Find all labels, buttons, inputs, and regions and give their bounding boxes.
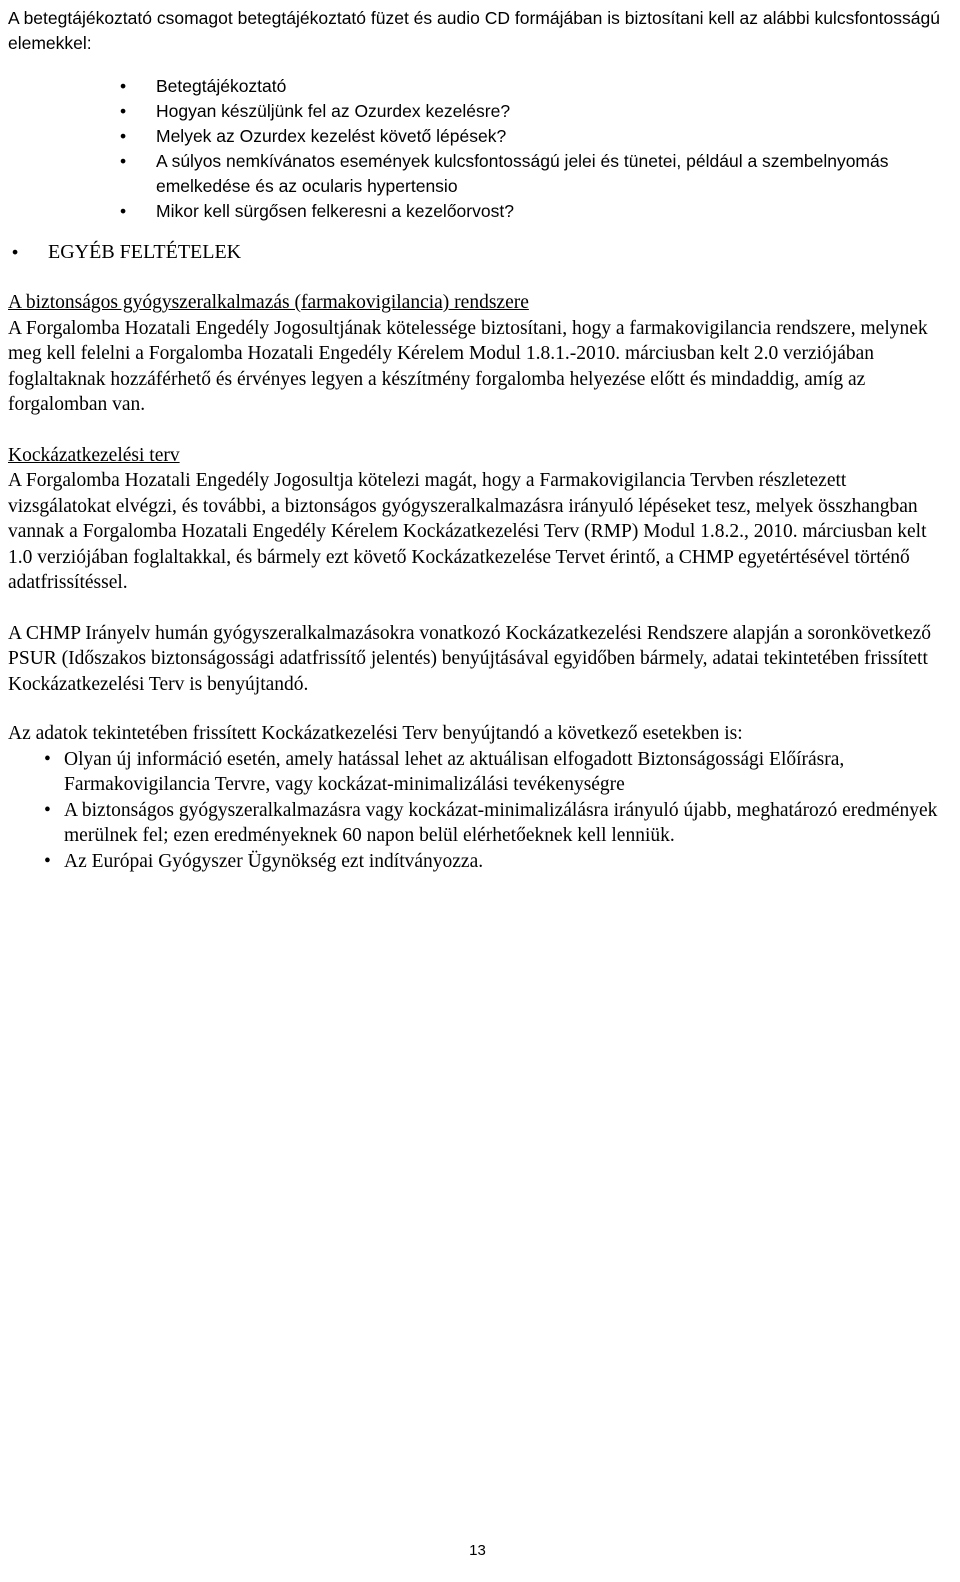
chmp-paragraph: A CHMP Irányelv humán gyógyszeralkalmazásokra vonatkozó Kockázatkezelési Rendszere alapján a soronkövetkező PSUR (Időszakos biztonságossági adatfrissítő jelentés) benyújtásával egyidőben bármely, adatai tekintetében frissített Kockázatkezelési Terv is benyújtandó. [8, 622, 932, 695]
list-item [8, 149, 952, 199]
updated-plan-lead: Az adatok tekintetében frissített Kockázatkezelési Terv benyújtandó a következő esetekben is: [8, 723, 743, 744]
key-elements-list [8, 74, 952, 224]
list-item-text: Olyan új információ esetén, amely hatással lehet az aktuálisan elfogadott Biztonságossági Előírásra, Farmakovigilancia Tervre, vagy kockázat-minimalizálási tevékenységre [64, 748, 845, 795]
list-item-text: Az Európai Gyógyszer Ügynökség ezt indítványozza. [64, 850, 484, 872]
list-item-text: A biztonságos gyógyszeralkalmazásra vagy kockázat-minimalizálásra irányuló újabb, meghatározó eredmények merülnek fel; ezen eredményeknek 60 napon belül elérhetőeknek kell lenniük. [64, 799, 938, 846]
section-heading [8, 239, 952, 265]
risk-management-section [8, 443, 952, 596]
risk-management-body: A Forgalomba Hozatali Engedély Jogosultja kötelezi magát, hogy a Farmakovigilancia Tervben részletezett vizsgálatokat elvégzi, és további, a biztonságos gyógyszeralkalmazásra irányuló lépéseket tesz, melyek összhangban vannak a Forgalomba Hozatali Engedély Kérelem Kockázatkezelési Terv (RMP) Modul 1.8.2., 2010. márciusban kelt 1.0 verziójában foglaltakkal, és bármely ezt követő Kockázatkezelése Tervet érintő, a CHMP egyetértésével történő adatfrissítéssel. [8, 470, 927, 593]
page-number-text: 13 [469, 1542, 486, 1559]
list-item [8, 798, 952, 849]
list-item-text: Betegtájékoztató [156, 76, 287, 96]
list-item-text: Hogyan készüljünk fel az Ozurdex kezelésre? [156, 101, 511, 121]
pharmacovigilance-section [8, 290, 952, 418]
list-item-text: Mikor kell sürgősen felkeresni a kezelőorvost? [156, 201, 514, 221]
bullet-icon: • [120, 76, 127, 96]
bullet-icon: • [120, 126, 127, 146]
risk-management-heading: Kockázatkezelési terv [8, 444, 180, 466]
updated-plan-section [8, 721, 952, 874]
bullet-icon: • [44, 850, 51, 872]
pharmacovigilance-body: A Forgalomba Hozatali Engedély Jogosultjának kötelessége biztosítani, hogy a farmakovigilancia rendszere, melynek meg kell felelni a Forgalomba Hozatali Engedély Kérelem Modul 1.8.1.-2010. márciusban kelt 2.0 verziójában foglaltaknak hozzáférhető és érvényes legyen a készítmény forgalomba helyezése előtt és mindaddig, amíg az forgalomban van. [8, 317, 928, 415]
bullet-icon: • [12, 242, 19, 262]
list-item [8, 124, 952, 149]
intro-paragraph: A betegtájékoztató csomagot betegtájékoztató füzet és audio CD formájában is biztosítani kell az alábbi kulcsfontosságú elemekkel: [8, 8, 940, 53]
list-item-text: A súlyos nemkívánatos események kulcsfontosságú jelei és tünetei, például a szembelnyomás emelkedése és az ocularis hypertensio [156, 151, 889, 196]
bullet-icon: • [120, 151, 127, 171]
page-number [0, 1542, 960, 1559]
updated-plan-cases-list [8, 747, 952, 875]
bullet-icon: • [120, 101, 127, 121]
bullet-icon: • [120, 201, 127, 221]
list-item [8, 99, 952, 124]
pharmacovigilance-heading: A biztonságos gyógyszeralkalmazás (farmakovigilancia) rendszere [8, 292, 529, 313]
list-item [8, 199, 952, 224]
section-heading-text: EGYÉB FELTÉTELEK [48, 241, 242, 263]
list-item [8, 74, 952, 99]
document-page [8, 6, 952, 874]
bullet-icon: • [44, 799, 51, 821]
list-item [8, 849, 952, 875]
list-item [8, 747, 952, 798]
bullet-icon: • [44, 748, 51, 770]
list-item-text: Melyek az Ozurdex kezelést követő lépések? [156, 126, 507, 146]
